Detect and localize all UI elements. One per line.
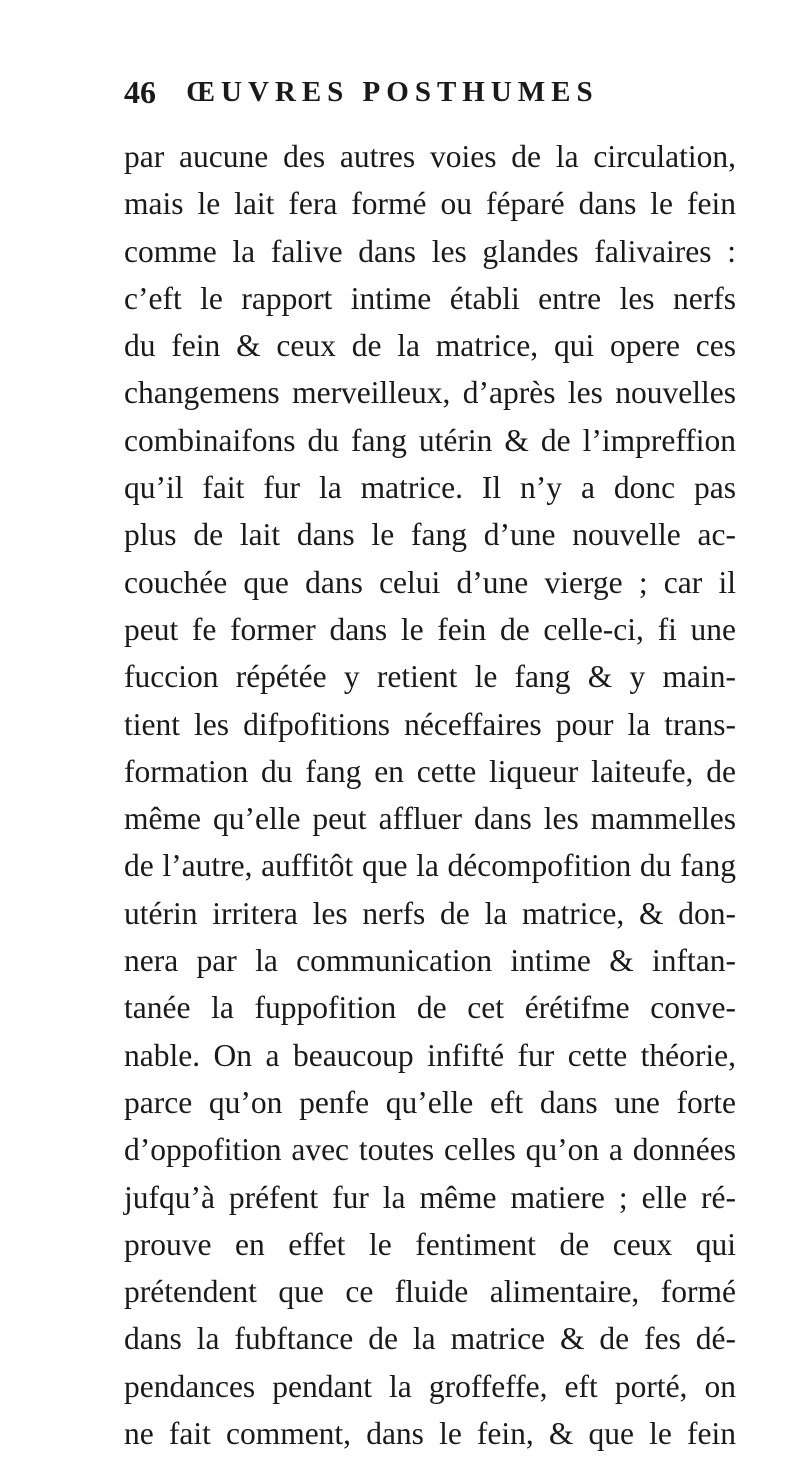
text-line: jufqu’à préfent fur la même matiere ; elle ré- — [124, 1179, 736, 1215]
text-line: pendances pendant la groffeffe, eft porté, on — [124, 1368, 736, 1404]
running-head — [124, 70, 740, 120]
text-line: formation du fang en cette liqueur laiteufe, de — [124, 753, 736, 789]
text-line: nera par la communication intime & inftan- — [124, 943, 736, 979]
text-line: ne fait comment, dans le fein, & que le fein — [124, 1416, 736, 1452]
text-line: plus de lait dans le fang d’une nouvelle ac- — [124, 517, 736, 553]
text-line: changemens merveilleux, d’après les nouvelles — [124, 375, 736, 411]
text-line: c’eft le rapport intime établi entre les nerfs — [124, 280, 736, 316]
text-line: nable. On a beaucoup infifté fur cette théorie, — [124, 1037, 736, 1073]
page-number: 46 — [124, 74, 156, 110]
text-line: comme la falive dans les glandes falivaires : — [124, 233, 736, 269]
text-line: de l’autre, auffitôt que la décompofition du fang — [124, 848, 736, 884]
text-line: qu’il fait fur la matrice. Il n’y a donc pas — [124, 470, 736, 506]
running-title: ŒUVRES POSTHUMES — [186, 76, 599, 108]
text-line: combinaifons du fang utérin & de l’impreffion — [124, 422, 736, 458]
text-line: d’oppofition avec toutes celles qu’on a données — [124, 1132, 736, 1168]
text-line: fuccion répétée y retient le fang & y main- — [124, 659, 736, 695]
text-line: du fein & ceux de la matrice, qui opere ces — [124, 328, 736, 364]
text-line: tanée la fuppofition de cet érétifme conve- — [124, 990, 736, 1026]
text-line: prouve en effet le fentiment de ceux qui — [124, 1226, 736, 1262]
text-line: dans la fubftance de la matrice & de fes dé- — [124, 1321, 736, 1357]
text-line: peut fe former dans le fein de celle-ci, fi une — [124, 611, 736, 647]
text-line: utérin irritera les nerfs de la matrice, & don- — [124, 895, 736, 931]
text-line: parce qu’on penfe qu’elle eft dans une forte — [124, 1084, 736, 1120]
text-line: par aucune des autres voies de la circulation, — [124, 139, 736, 174]
text-line: même qu’elle peut affluer dans les mammelles — [124, 801, 736, 837]
body-text — [124, 133, 736, 1457]
text-line: prétendent que ce fluide alimentaire, formé — [124, 1274, 736, 1310]
text-line: mais le lait fera formé ou féparé dans le fein — [124, 186, 736, 222]
text-line: couchée que dans celui d’une vierge ; car il — [124, 564, 736, 600]
text-line: tient les difpofitions néceffaires pour la trans- — [124, 706, 736, 742]
